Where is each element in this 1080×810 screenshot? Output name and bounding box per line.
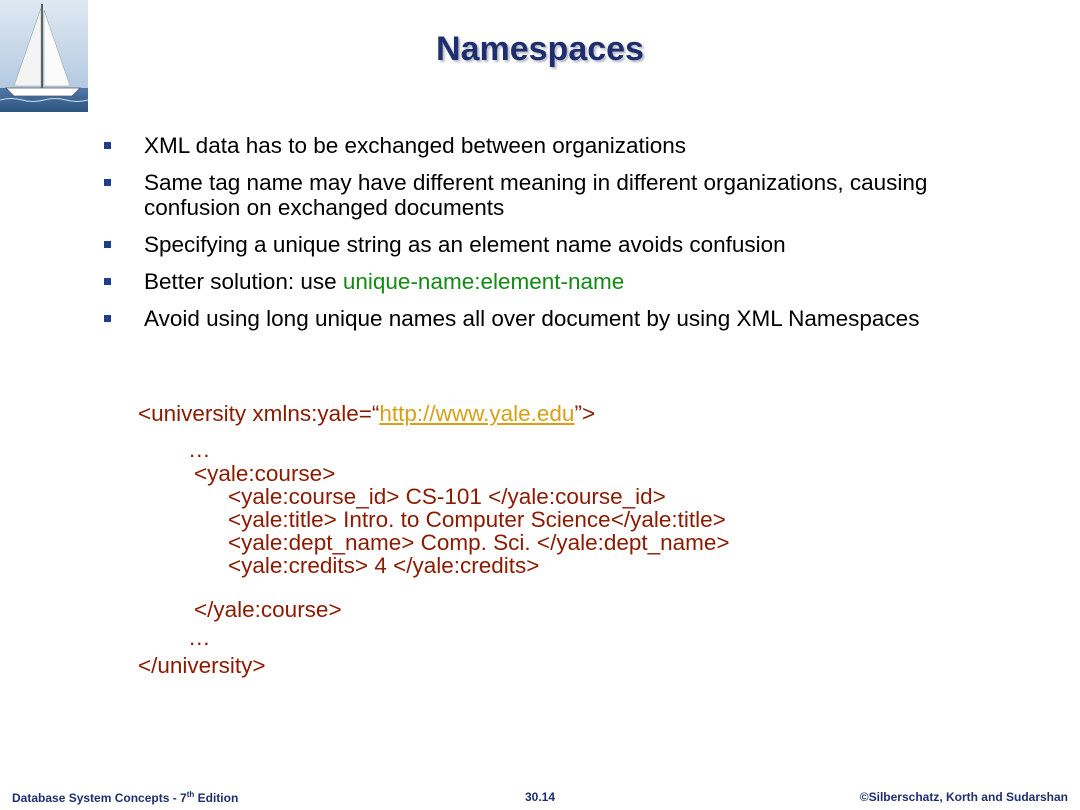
code-ellipsis: … xyxy=(188,625,211,650)
footer-superscript: th xyxy=(186,790,195,799)
bullet-marker xyxy=(104,315,111,322)
bullet-text: Avoid using long unique names all over document by using XML Namespaces xyxy=(144,306,920,331)
code-line-credits: <yale:credits> 4 </yale:credits> xyxy=(228,553,540,578)
list-item xyxy=(104,306,984,331)
bullet-marker xyxy=(104,241,111,248)
code-line-course-open: <yale:course> xyxy=(194,461,336,486)
code-line-course-close: </yale:course> xyxy=(194,597,342,622)
namespace-link[interactable]: http://www.yale.edu xyxy=(379,401,575,426)
bullet-marker xyxy=(104,278,111,285)
footer-text: Edition xyxy=(194,791,239,805)
footer-text: Database System Concepts - 7 xyxy=(12,791,187,805)
bullet-marker xyxy=(104,179,111,186)
bullet-highlight: unique-name:element-name xyxy=(342,269,625,294)
list-item xyxy=(104,269,984,294)
list-item xyxy=(104,170,984,220)
code-text: ”> xyxy=(574,401,596,426)
code-ellipsis: … xyxy=(188,437,211,462)
list-item xyxy=(104,232,984,257)
code-text: <university xmlns:yale=“ xyxy=(138,401,380,426)
bullet-text: Specifying a unique string as an element name avoids confusion xyxy=(144,232,786,257)
bullet-text: Better solution: use xyxy=(144,269,343,294)
code-line-course-id: <yale:course_id> CS-101 </yale:course_id> xyxy=(228,484,666,509)
bullet-text: Same tag name may have different meaning in different organizations, causing confusion on exchanged documents xyxy=(144,170,928,220)
page-title: Namespaces xyxy=(436,30,644,68)
code-line-title: <yale:title> Intro. to Computer Science</yale:title> xyxy=(228,507,726,532)
list-item xyxy=(104,133,984,158)
bullet-text: XML data has to be exchanged between organizations xyxy=(144,133,687,158)
footer-copyright: ©Silberschatz, Korth and Sudarshan xyxy=(859,790,1068,804)
code-line-university-open xyxy=(138,402,595,425)
code-line-university-close: </university> xyxy=(138,653,266,678)
footer-page-number: 30.14 xyxy=(524,790,556,804)
code-line-dept-name: <yale:dept_name> Comp. Sci. </yale:dept_name> xyxy=(228,530,730,555)
bullet-marker xyxy=(104,142,111,149)
bullet-list xyxy=(104,133,984,343)
